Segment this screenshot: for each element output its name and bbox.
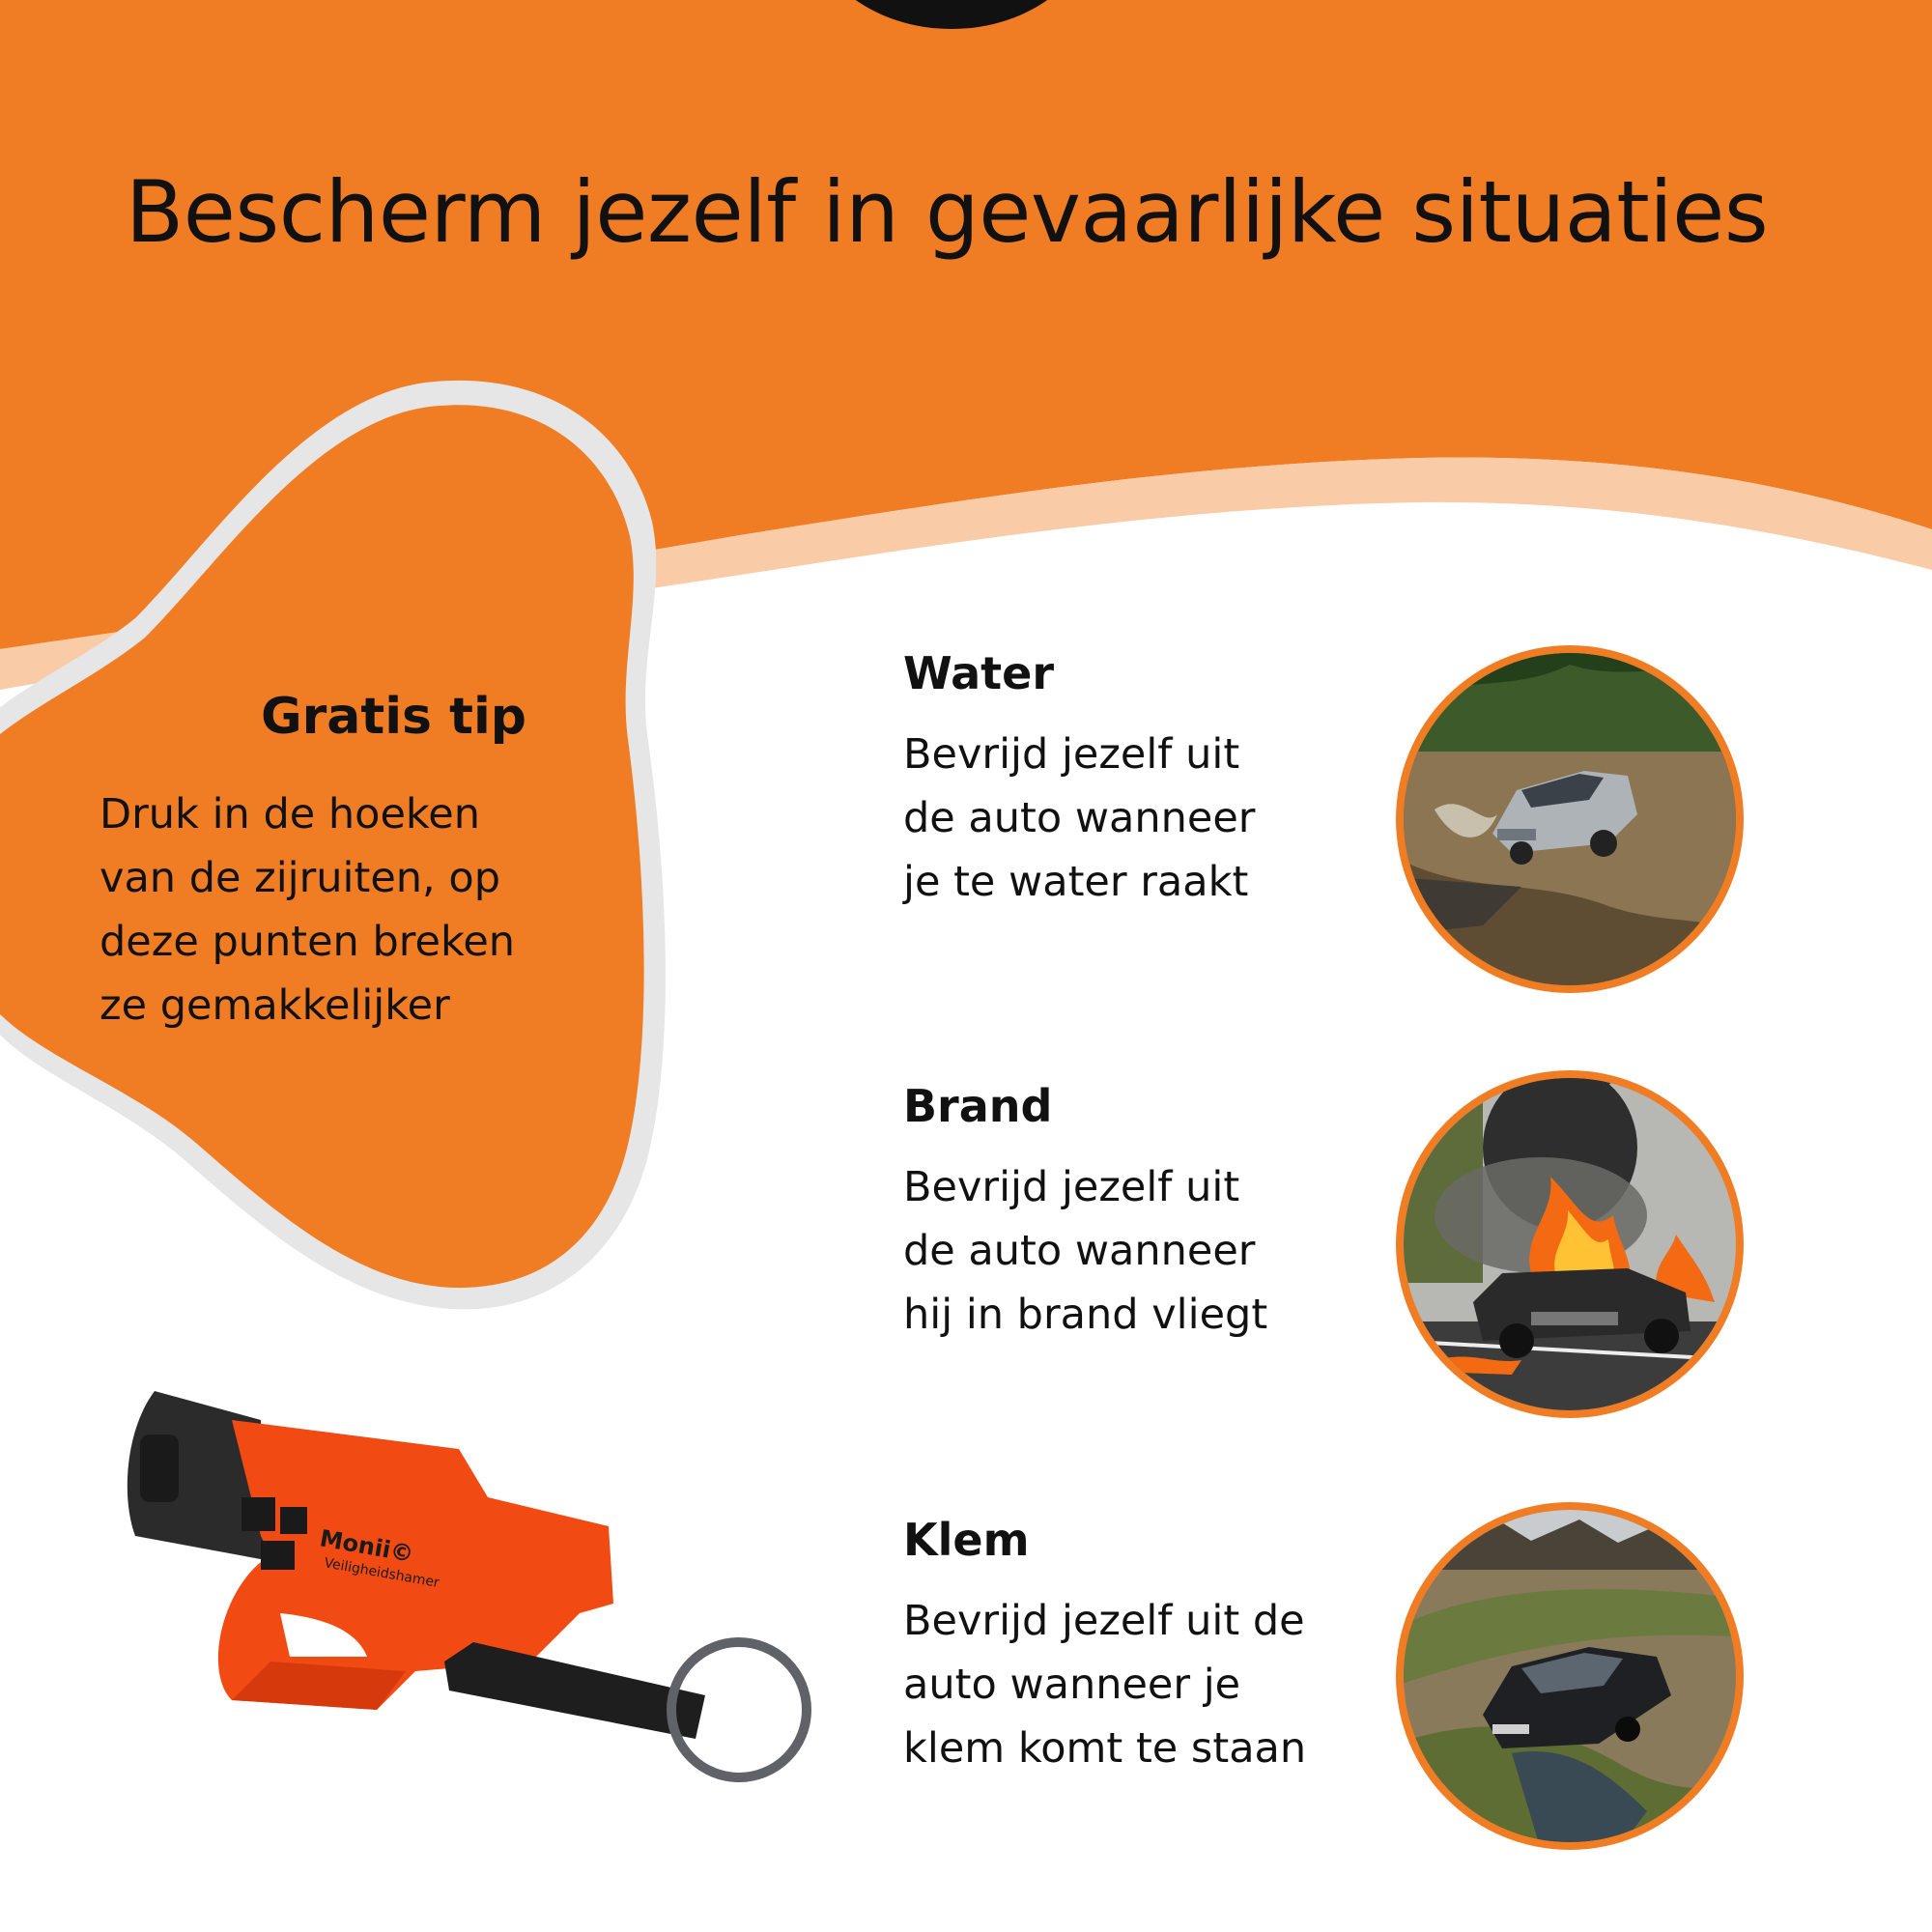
situation-body-brand	[903, 1155, 1357, 1347]
situation-line: Bevrijd jezelf uit de	[903, 1597, 1305, 1645]
situation-title-water: Water	[903, 647, 1055, 699]
tip-line: van de zijruiten, op	[99, 854, 500, 902]
situation-line: de auto wanneer	[903, 1227, 1256, 1275]
situation-body-klem	[903, 1589, 1357, 1780]
tip-body	[99, 782, 554, 1037]
situation-line: klem komt te staan	[903, 1724, 1307, 1773]
situation-body-water	[903, 723, 1357, 914]
situation-line: Bevrijd jezelf uit	[903, 1163, 1240, 1211]
page-title: Bescherm jezelf in gevaarlijke situaties	[125, 162, 1769, 262]
situation-line: Bevrijd jezelf uit	[903, 730, 1240, 779]
situation-line: auto wanneer je	[903, 1661, 1241, 1709]
car-stuck-in-ditch-photo	[1396, 1502, 1744, 1850]
tip-line: Druk in de hoeken	[99, 790, 480, 838]
product-subtitle: Veiligheidshamer	[323, 1555, 440, 1591]
situation-line: je te water raakt	[903, 858, 1249, 906]
situation-line: de auto wanneer	[903, 794, 1256, 842]
situation-title-klem: Klem	[903, 1514, 1030, 1566]
tip-line: deze punten breken	[99, 918, 516, 966]
product-brand: Monii©	[317, 1524, 416, 1568]
tip-line: ze gemakkelijker	[99, 981, 450, 1030]
tip-heading: Gratis tip	[260, 688, 526, 746]
situation-title-brand: Brand	[903, 1080, 1053, 1132]
car-on-fire-photo	[1396, 1070, 1744, 1418]
situation-line: hij in brand vliegt	[903, 1291, 1268, 1339]
car-in-water-photo	[1396, 645, 1744, 993]
hammer-strap	[444, 1642, 705, 1739]
safety-hammer-keychain	[126, 1381, 811, 1806]
